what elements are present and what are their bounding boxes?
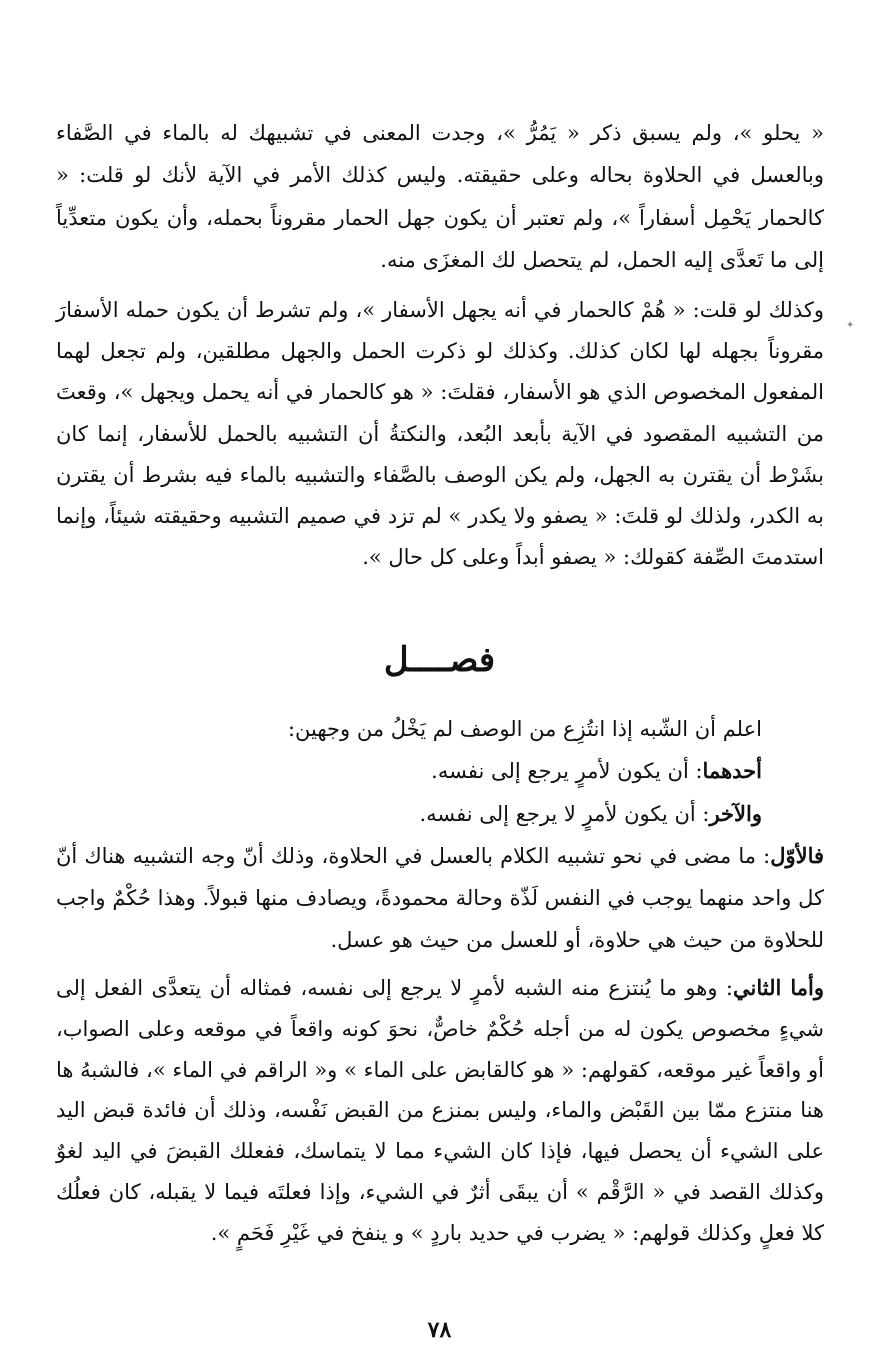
- first-kind-text: : أن يكون لأمرٍ يرجع إلى نفسه.: [431, 759, 703, 784]
- second-kind-label: والآخر: [709, 800, 762, 826]
- first-kind-line: [56, 750, 824, 792]
- first-kind-label: أحدهما: [702, 758, 762, 784]
- second-explanation-text: : وهو ما يُنتزع منه الشبه لأمرٍ لا يرجع إلى نفسه، فمثاله أن يتعدَّى الفعل إلى شيءٍ مخصوص يكون له من أجله حُكْمٌ خاصٌّ، نحوَ كونه واقعاً في موقعه وعلى الصواب، أو واقعاً غير موقعه، كقولهم: « هو كالقابض على الماء » و« الراقم في الماء »، فالشبهُ ها هنا منتزع ممّا بين القَبْض والماء، وليس بمنزع من القبض نَفْسه، وذلك أن فائدة قبض اليد على الشيء أن يحصل فيها، فإذا كان الشيء مما لا يتماسك، ففعلك القبضَ في اليد لغوٌ وكذلك القصد في « الرَّقْم » أن يبقَى أثرٌ في الشيء، وإذا فعلتَه فيما لا يقبله، كان فعلُك كلا فعلٍ وكذلك قولهم: « يضرب في حديد باردٍ » و ينفخ في غَيْرِ فَحَمٍ ».: [56, 976, 824, 1245]
- second-kind-text: : أن يكون لأمرٍ لا يرجع إلى نفسه.: [419, 801, 710, 826]
- second-explanation: [56, 968, 824, 1254]
- first-explanation-text: : ما مضى في نحو تشبيه الكلام بالعسل في الحلاوة، وذلك أنّ وجه التشبيه هناك أنّ كل واحد منهما يوجب في النفس لَذّة وحالة محمودةً، ويصادف منها قبولاً. وهذا حُكْمٌ واجب للحلاوة من حيث هي حلاوة، أو للعسل من حيث هو عسل.: [56, 843, 824, 953]
- second-explanation-label: وأما الثاني: [732, 975, 824, 1000]
- page-number: ٧٨: [427, 1317, 452, 1343]
- section-intro-block: [56, 708, 824, 962]
- first-explanation: [56, 835, 824, 962]
- section-heading: فصــــل: [383, 640, 496, 680]
- margin-mark-icon: ✦: [846, 320, 855, 331]
- paragraph-2: وكذلك لو قلت: « هُمْ كالحمار في أنه يجهل الأسفار »، ولم تشرط أن يكون حمله الأسفارَ مقروناً بجهله لها لكان كذلك. وكذلك لو ذكرت الحمل والجهل مطلقين، ولم تجعل لهما المفعول المخصوص الذي هو الأسفار، فقلتَ: « هو كالحمار في أنه يحمل ويجهل »، وقعتَ من التشبيه المقصود في الآية بأبعد البُعد، والنكتةُ أن التشبيه بالحمل للأسفار، إنما كان بشَرْط أن يقترن به الجهل، ولم يكن الوصف بالصَّفاء والتشبيه بالماء فيه بشرط أن يقترن به الكدر، ولذلك لو قلتَ: « يصفو ولا يكدر » لم تزد في صميم التشبيه وحقيقته شيئاً، وإنما استدمتَ الصِّفة كقولك: « يصفو أبداً وعلى كل حال ».: [56, 298, 824, 570]
- first-explanation-label: فالأوّل: [770, 842, 824, 868]
- paragraph-1: « يحلو »، ولم يسبق ذكر « يَمُرُّ »، وجدت المعنى في تشبيهك له بالماء في الصَّفاء وبالعسل في الحلاوة بحاله وعلى حقيقته. وليس كذلك الأمر في الآية لأنك لو قلت: « كالحمار يَحْمِل أسفاراً »، ولم تعتبر أن يكون جهل الحمار مقروناً بحمله، وأن يكون متعدِّياً إلى ما تَعدَّى إليه الحمل، لم يتحصل لك المغزَى منه.: [56, 121, 824, 272]
- section-intro: اعلم أن الشّبه إذا انتُزِع من الوصف لم يَخْلُ من وجهين:: [287, 717, 762, 741]
- second-kind-line: [56, 793, 824, 835]
